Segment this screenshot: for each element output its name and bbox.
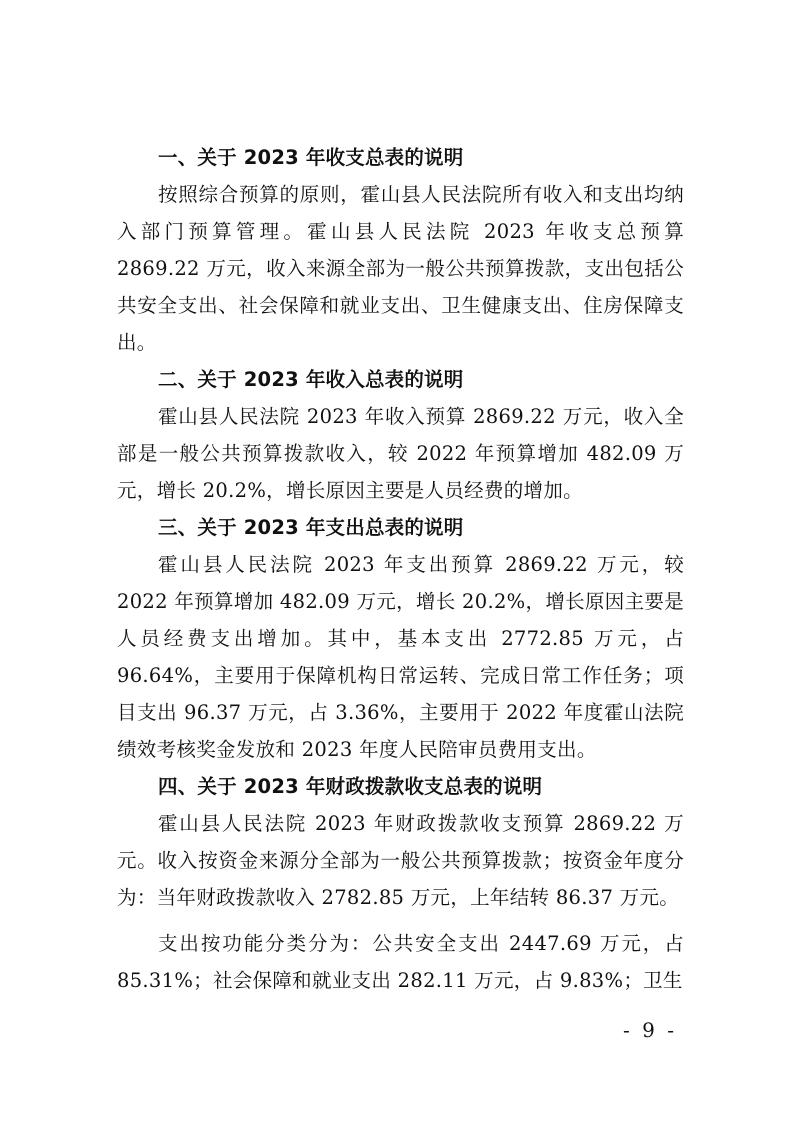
section-3-heading: 三、关于 2023 年支出总表的说明 — [158, 516, 464, 539]
section-3-paragraph: 霍山县人民法院 2023 年支出预算 2869.22 万元，较 2022 年预算增加 482.09 万元，增长 20.2%，增长原因主要是人员经费支出增加。其中，基本支出 2772.85 万元，占 96.64%，主要用于保障机构日常运转、完成日常工作任务；项目支出 96.37 万元，占 3.36%，主要用于 2022 年度霍山法院绩效考核奖金发放和 2023 年度人民陪审员费用支出。 — [117, 553, 684, 761]
section-4-paragraph-1: 霍山县人民法院 2023 年财政拨款收支预算 2869.22 万元。收入按资金来源分全部为一般公共预算拨款；按资金年度分为：当年财政拨款收入 2782.85 万元，上年结转 86.37 万元。 — [117, 812, 684, 909]
section-2-paragraph: 霍山县人民法院 2023 年收入预算 2869.22 万元，收入全部是一般公共预算拨款收入，较 2022 年预算增加 482.09 万元，增长 20.2%，增长原因主要是人员经费的增加。 — [117, 405, 684, 502]
section-1-paragraph: 按照综合预算的原则，霍山县人民法院所有收入和支出均纳入部门预算管理。霍山县人民法院 2023 年收支总预算 2869.22 万元，收入来源全部为一般公共预算拨款，支出包括公共安全支出、社会保障和就业支出、卫生健康支出、住房保障支出。 — [117, 183, 684, 354]
section-1-heading: 一、关于 2023 年收支总表的说明 — [158, 146, 464, 169]
section-4-heading: 四、关于 2023 年财政拨款收支总表的说明 — [158, 775, 543, 798]
section-2-heading: 二、关于 2023 年收入总表的说明 — [158, 368, 464, 391]
page-number: - 9 - — [623, 1018, 677, 1042]
document-body — [117, 139, 684, 999]
section-4-paragraph-2: 支出按功能分类分为：公共安全支出 2447.69 万元，占 85.31%；社会保障和就业支出 282.11 万元，占 9.83%；卫生 — [117, 932, 684, 992]
